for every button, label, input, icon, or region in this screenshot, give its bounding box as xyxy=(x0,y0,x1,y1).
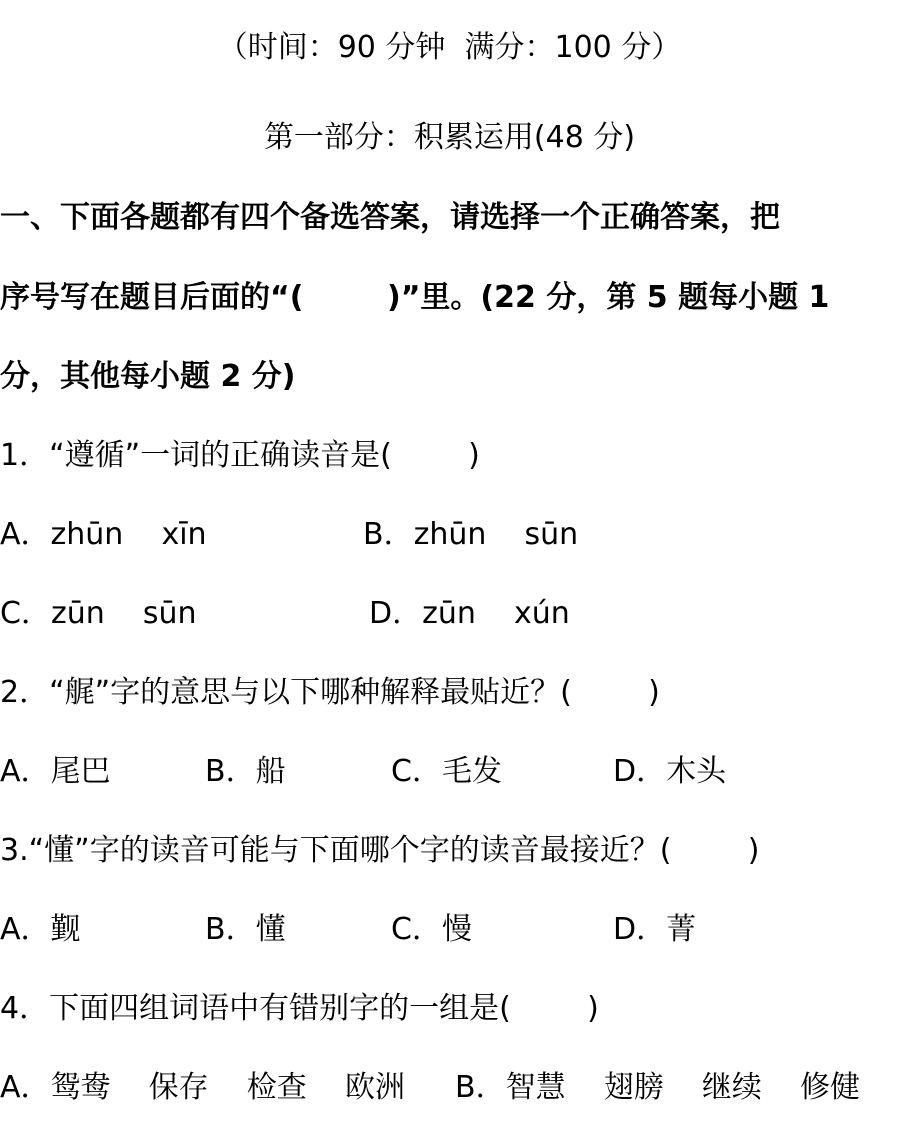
question-1-option-b: B．zhūn sūn xyxy=(363,517,579,552)
section-instruction-line-2: 序号写在题目后面的“( )”里。(22 分，第 5 题每小题 1 xyxy=(0,280,830,315)
question-3-stem: 3.“懂”字的读音可能与下面哪个字的读音最接近？( ) xyxy=(0,833,760,868)
question-4-option-b: B．智慧 翅膀 继续 修健 xyxy=(455,1070,861,1105)
question-2-stem: 2．“艉”字的意思与以下哪种解释最贴近？( ) xyxy=(0,675,660,710)
part-title: 第一部分：积累运用(48 分) xyxy=(263,120,636,155)
section-instruction-line-1: 一、下面各题都有四个备选答案，请选择一个正确答案，把 xyxy=(0,200,780,235)
question-4-option-a: A．鸳鸯 保存 检查 欧洲 xyxy=(0,1070,405,1105)
question-3-option-c: C．慢 xyxy=(391,912,472,947)
question-1-stem: 1．“遵循”一词的正确读音是( ) xyxy=(0,438,480,473)
question-3-option-a: A．觐 xyxy=(0,912,81,947)
question-2-option-c: C．毛发 xyxy=(391,754,502,789)
question-2-option-b: B．船 xyxy=(205,754,286,789)
question-1-option-d: D．zūn xún xyxy=(369,596,570,631)
question-3-option-d: D．菁 xyxy=(613,912,697,947)
question-2-option-a: A．尾巴 xyxy=(0,754,111,789)
section-instruction-line-3: 分，其他每小题 2 分) xyxy=(0,359,296,394)
question-1-option-c: C．zūn sūn xyxy=(0,596,197,631)
time-info: （时间：90 分钟 满分：100 分） xyxy=(217,30,682,65)
question-1-option-a: A．zhūn xīn xyxy=(0,517,207,552)
question-2-option-d: D．木头 xyxy=(613,754,727,789)
question-3-option-b: B．懂 xyxy=(205,912,286,947)
question-4-stem: 4．下面四组词语中有错别字的一组是( ) xyxy=(0,991,599,1026)
